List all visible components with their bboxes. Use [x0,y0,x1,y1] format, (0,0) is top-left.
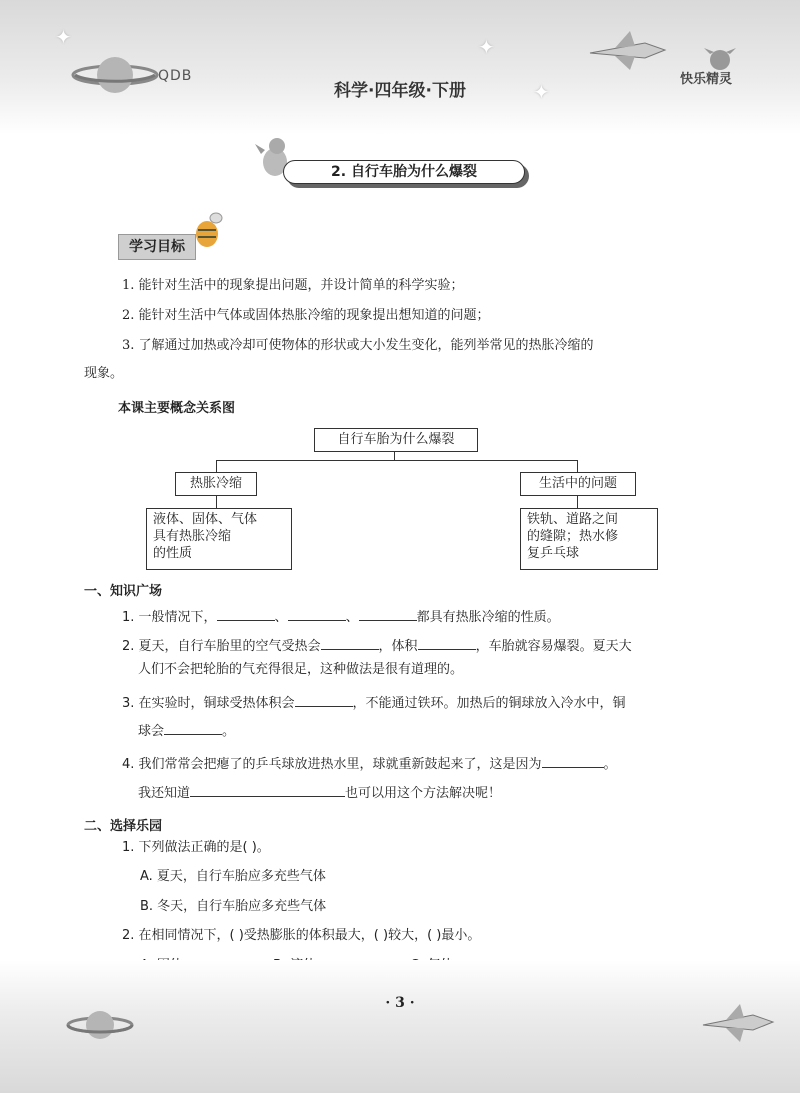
objectives-heading: 学习目标 [118,234,196,260]
question-text: ，车胎就容易爆裂。夏天大 [475,639,632,654]
lesson-title: 2. 自行车胎为什么爆裂 [283,160,525,184]
question-text: 。 [222,724,236,739]
answer-blank[interactable] [295,692,353,707]
concept-right-detail [520,508,658,570]
bee-mascot-icon [190,210,224,250]
question-1-3 [122,692,626,714]
section-1-heading: 一、知识广场 [84,584,163,599]
question-1-1 [122,606,560,628]
objective-3-continued: 现象。 [84,366,124,381]
option-a[interactable]: A. 夏天，自行车胎应多充些气体 [140,869,326,884]
star-icon: ✦ [533,80,550,104]
header-logo: QDB [158,68,193,84]
connector-line [216,495,217,508]
concept-map-heading: 本课主要概念关系图 [118,401,236,416]
question-1-4-continued [138,782,501,804]
option-b[interactable]: B. 冬天，自行车胎应多充些气体 [140,899,327,914]
star-icon: ✦ [55,25,72,49]
answer-blank[interactable] [321,635,379,650]
planet-icon [65,1000,135,1050]
connector-line [577,460,578,472]
answer-blank[interactable] [288,606,346,621]
question-1-3-continued [138,720,235,742]
connector-line [577,495,578,508]
question-text: ，不能通过铁环。加热后的铜球放入冷水中，铜 [352,696,626,711]
detail-line: 铁轨、道路之间 [527,512,619,527]
objective-1: 1. 能针对生活中的现象提出问题，并设计简单的科学实验； [122,278,464,293]
detail-line: 具有热胀冷缩 [153,529,232,544]
connector-line [394,451,395,460]
objective-2: 2. 能针对生活中气体或固体热胀冷缩的现象提出想知道的问题； [122,308,490,323]
detail-line: 的性质 [153,546,193,561]
question-text: 、 [345,610,359,625]
question-2-1: 1. 下列做法正确的是( )。 [122,840,270,855]
question-1-2 [122,635,632,657]
header-title: 科学·四年级·下册 [334,81,466,101]
question-text: 都具有热胀冷缩的性质。 [416,610,560,625]
question-text: 也可以用这个方法解决呢！ [345,786,502,801]
concept-left-detail [146,508,292,570]
connector-line [216,460,217,472]
connector-line [216,460,577,461]
space-shuttle-icon [698,1000,778,1045]
question-text: 我还知道 [138,786,191,801]
question-1-2-continued: 人们不会把轮胎的气充得很足，这种做法是很有道理的。 [138,662,464,677]
question-2-2: 2. 在相同情况下，( )受热膨胀的体积最大，( )较大，( )最小。 [122,928,481,943]
detail-line: 的缝隙；热水修 [527,529,619,544]
question-text: 1. 一般情况下， [122,610,217,625]
concept-left-node: 热胀冷缩 [175,472,257,496]
detail-line: 复乒乓球 [527,546,580,561]
question-text: 、 [274,610,288,625]
space-shuttle-icon [585,28,670,73]
question-text: 4. 我们常常会把瘪了的乒乓球放进热水里，球就重新鼓起来了，这是因为 [122,757,542,772]
question-text: 3. 在实验时，铜球受热体积会 [122,696,295,711]
brand-badge: 快乐精灵 [680,72,733,87]
star-icon: ✦ [478,35,495,59]
section-2-heading: 二、选择乐园 [84,819,163,834]
question-1-4 [122,753,617,775]
question-text: 2. 夏天，自行车胎里的空气受热会 [122,639,321,654]
answer-blank[interactable] [190,782,345,797]
question-text: ，体积 [378,639,418,654]
answer-blank[interactable] [217,606,275,621]
answer-blank[interactable] [418,635,476,650]
answer-blank[interactable] [164,720,222,735]
detail-line: 液体、固体、气体 [153,512,258,527]
answer-blank[interactable] [359,606,417,621]
objective-3: 3. 了解通过加热或冷却可使物体的形状或大小发生变化，能列举常见的热胀冷缩的 [122,338,594,353]
answer-blank[interactable] [542,753,604,768]
question-text: 球会 [138,724,165,739]
concept-right-node: 生活中的问题 [520,472,636,496]
page-number: · 3 · [385,995,415,1011]
concept-root-node: 自行车胎为什么爆裂 [314,428,478,452]
question-text: 。 [603,757,617,772]
